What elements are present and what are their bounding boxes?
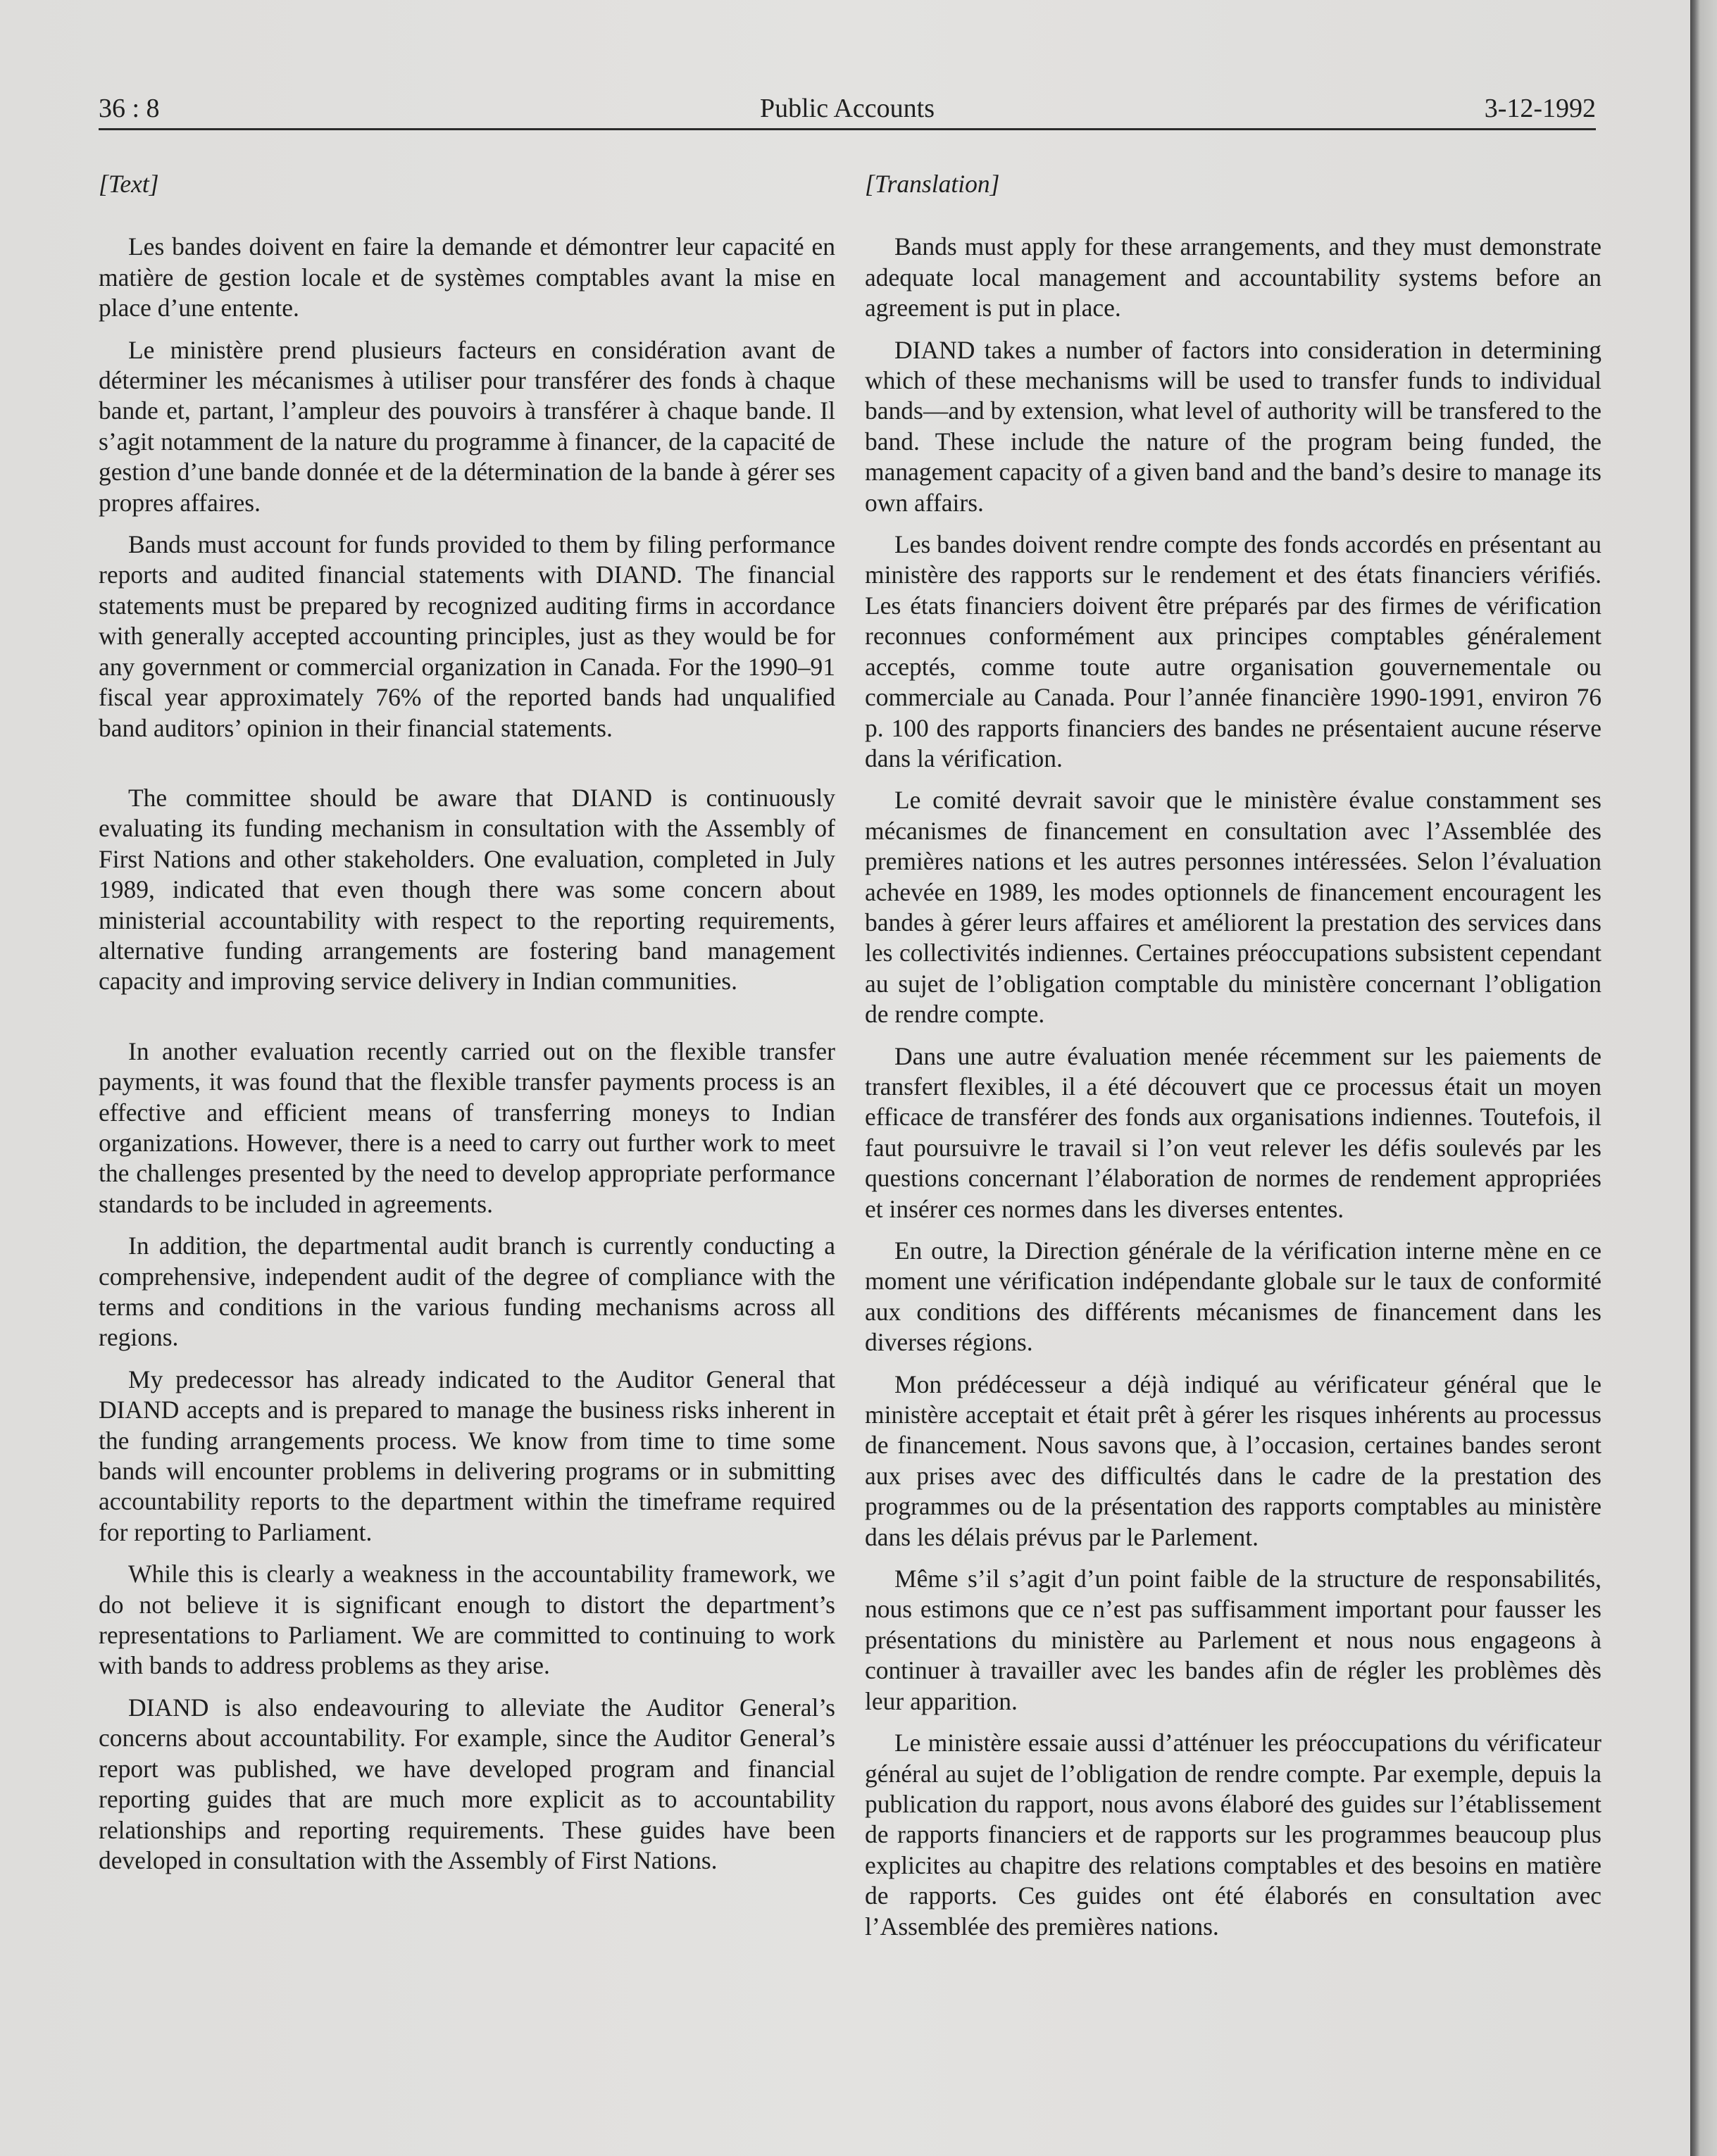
running-title: Public Accounts [759, 94, 935, 123]
paragraph: Bands must account for funds provided to them by filing performance reports and audited financial statements with DIAND. The financial statements must be prepared by recognized auditing firms in accordance with generally accepted accounting principles, just as they would be for any government or commercial organization in Canada. For the 1990–91 fiscal year approximately 76% of the reported bands had unqualified band auditors’ opinion in their financial statements. [99, 530, 835, 742]
paragraph: Dans une autre évaluation menée récemment sur les paiements de transfert flexibles, il a été découvert que ce processus était un moyen efficace de transférer des fonds aux organisations indiennes. Toutefois, il faut poursuivre le travail si l’on veut relever les défis soulevés par les questions concernant l’élaboration de normes de rendement appropriées et insérer ces normes dans les diverses ententes. [865, 1041, 1602, 1223]
paragraph: Bands must apply for these arrangements, and they must demonstrate adequate local management and accountability systems before an agreement is put in place. [865, 232, 1602, 322]
paragraph: Le ministère essaie aussi d’atténuer les préoccupations du vérificateur général au sujet de l’obligation de rendre compte. Par exemple, depuis la publication du rapport, nous avons élaboré des guides sur l’établissement de rapports financiers et de rapports sur les programmes beaucoup plus explicites au chapitre des relations comptables et des besoins en matière de rapports. Ces guides ont été élaborés en consultation avec l’Assemblée des premières nations. [865, 1729, 1602, 1941]
sitting-date: 3-12-1992 [1484, 94, 1596, 123]
left-column-label: [Text] [99, 170, 159, 198]
right-column [865, 169, 1602, 1953]
text-label: Text [108, 170, 149, 198]
paragraph: Les bandes doivent rendre compte des fonds accordés en présentant au ministère des rapports sur le rendement et des états financiers vérifiés. Les états financiers doivent être préparés par des firmes de vérification reconnues conformément aux principes comptables généralement acceptés, comme toute autre organisation gouvernementale ou commerciale au Canada. Pour l’année financière 1990-1991, environ 76 p. 100 des rapports financiers des bandes ne présentaient aucune réserve dans la vérification. [865, 530, 1602, 772]
paragraph: The committee should be aware that DIAND is continuously evaluating its funding mechanism in consultation with the Assembly of First Nations and other stakeholders. One evaluation, completed in July 1989, indicated that even though there was some concern about ministerial accountability with respect to the reporting requirements, alternative funding arrangements are fostering band management capacity and improving service delivery in Indian communities. [99, 783, 835, 996]
paragraph: In another evaluation recently carried out on the flexible transfer payments, it was found that the flexible transfer payments process is an effective and efficient means of transferring moneys to Indian organizations. However, there is a need to carry out further work to meet the challenges presented by the need to develop appropriate performance standards to be included in agreements. [99, 1036, 835, 1218]
paragraph: While this is clearly a weakness in the accountability framework, we do not believe it is significant enough to distort the department’s representations to Parliament. We are committed to continuing to work with bands to address problems as they arise. [99, 1560, 835, 1680]
page-binding-edge [1690, 0, 1717, 2156]
paragraph: Mon prédécesseur a déjà indiqué au vérificateur général que le ministère acceptait et était prêt à gérer les risques inhérents au processus de financement. Nous savons que, à l’occasion, certaines bandes seront aux prises avec des difficultés dans le cadre de la prestation des programmes ou de la présentation des rapports comptables au ministère dans les délais prévus par le Parlement. [865, 1370, 1602, 1551]
paragraph: DIAND takes a number of factors into consideration in determining which of these mechanisms will be used to transfer funds to individual bands—and by extension, what level of authority will be transfered to the band. These include the nature of the program being funded, the management capacity of a given band and the band’s desire to manage its own affairs. [865, 335, 1602, 517]
paragraph: Le comité devrait savoir que le ministère évalue constamment ses mécanismes de financement en consultation avec l’Assemblée des premières nations et les autres personnes intéressées. Selon l’évaluation achevée en 1989, les modes optionnels de financement encouragent les bandes à gérer leurs affaires et améliorent la prestation des services dans les collectivités indiennes. Certaines préoccupations subsistent cependant au sujet de l’obligation comptable du ministère concernant l’obligation de rendre compte. [865, 786, 1602, 1029]
left-column [99, 169, 835, 1887]
paragraph: En outre, la Direction générale de la vérification interne mène en ce moment une vérification indépendante globale sur le taux de conformité aux conditions des différents mécanismes de financement dans les diverses régions. [865, 1236, 1602, 1357]
paragraph: DIAND is also endeavouring to alleviate the Auditor General’s concerns about accountability. For example, since the Auditor General’s report was published, we have developed program and financial reporting guides that are much more explicit as to accountability relationships and reporting requirements. These guides have been developed in consultation with the Assembly of First Nations. [99, 1693, 835, 1874]
paragraph: Le ministère prend plusieurs facteurs en considération avant de déterminer les mécanismes à utiliser pour transférer des fonds à chaque bande et, partant, l’ampleur des pouvoirs à transférer à chaque bande. Il s’agit notamment de la nature du programme à financer, de la capacité de gestion d’une bande donnée et de la détermination de la bande à gérer ses propres affaires. [99, 335, 835, 517]
page-header [99, 89, 1596, 130]
paragraph: Même s’il s’agit d’un point faible de la structure de responsabilités, nous estimons que ce n’est pas suffisamment important pour fausser les présentations du ministère au Parlement et nous nous engageons à continuer à travailler avec les bandes afin de régler les problèmes dès leur apparition. [865, 1565, 1602, 1715]
paragraph: In addition, the departmental audit branch is currently conducting a comprehensive, independent audit of the degree of compliance with the terms and conditions in the various funding mechanisms across all regions. [99, 1231, 835, 1352]
translation-label: Translation [874, 170, 990, 198]
paragraph: Les bandes doivent en faire la demande et démontrer leur capacité en matière de gestion locale et de systèmes comptables avant la mise en place d’une entente. [99, 232, 835, 322]
paragraph: My predecessor has already indicated to the Auditor General that DIAND accepts and is prepared to manage the business risks inherent in the funding arrangements process. We know from time to time some bands will encounter problems in delivering programs or in submitting accountability reports to the department within the timeframe required for reporting to Parliament. [99, 1365, 835, 1546]
right-column-label: [Translation] [865, 170, 1000, 198]
page-number: 36 : 8 [99, 94, 160, 123]
